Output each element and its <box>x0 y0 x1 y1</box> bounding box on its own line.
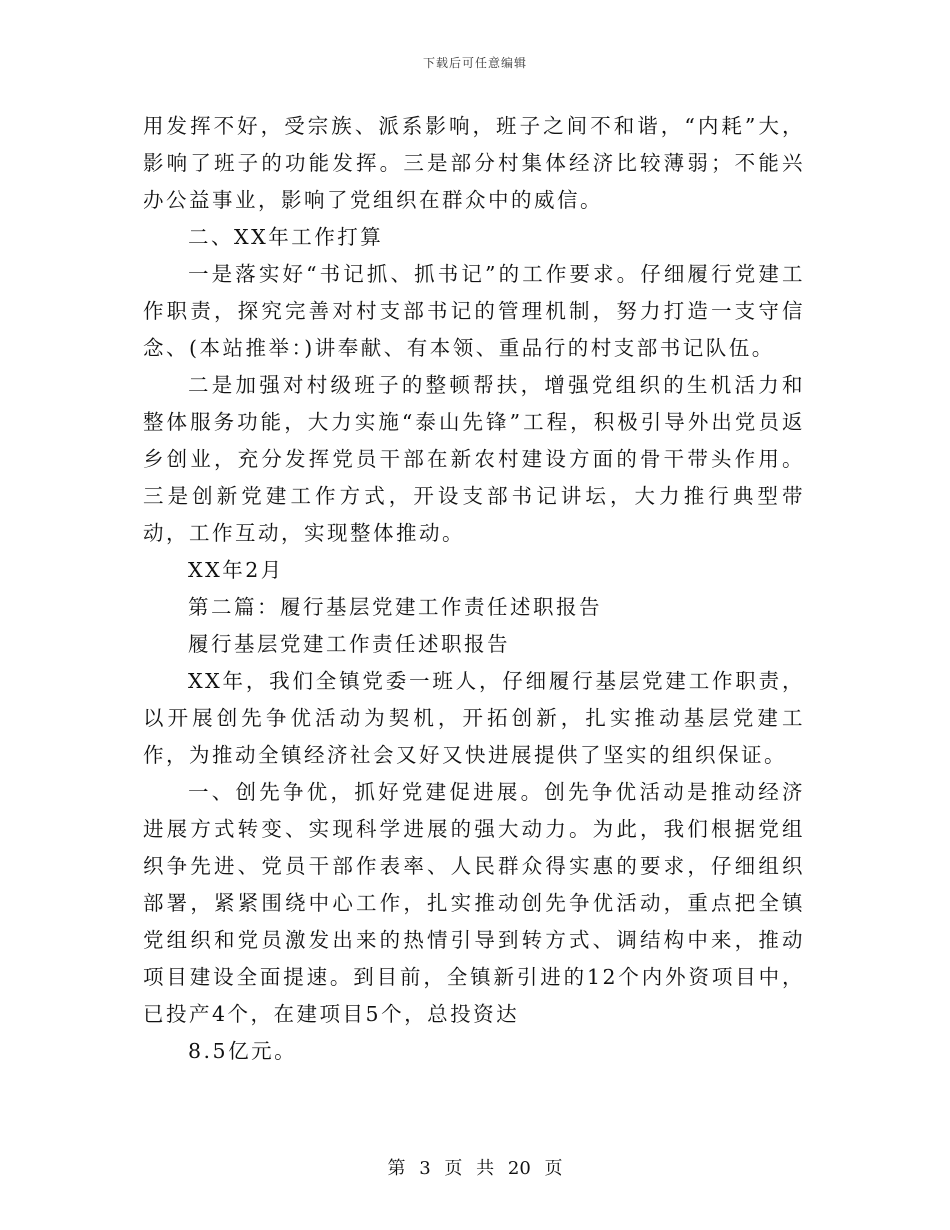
footer-page-label: 页 <box>444 1158 463 1179</box>
document-body <box>143 108 805 1070</box>
chapter-title: 第二篇：履行基层党建工作责任述职报告 <box>188 595 602 619</box>
footer-prefix: 第 <box>387 1158 406 1179</box>
report-title: 履行基层党建工作责任述职报告 <box>188 632 510 656</box>
paragraph: 二是加强对村级班子的整顿帮扶，增强党组织的生机活力和整体服务功能，大力实施“泰山先锋”工程，积极引导外出党员返乡创业，充分发挥党员干部在新农村建设方面的骨干带头作用。三是创新党建工作方式，开设支部书记讲坛，大力推行典型带动，工作互动，实现整体推动。 <box>143 373 805 545</box>
paragraph: 用发挥不好，受宗族、派系影响，班子之间不和谐，“内耗”大，影响了班子的功能发挥。三是部分村集体经济比较薄弱；不能兴办公益事业，影响了党组织在群众中的威信。 <box>143 114 805 212</box>
section-heading: 二、XX年工作打算 <box>188 225 384 249</box>
date-line: XX年2月 <box>188 558 284 582</box>
current-page-number: 3 <box>419 1158 431 1179</box>
total-pages-number: 20 <box>507 1158 531 1179</box>
footer-suffix: 页 <box>544 1158 563 1179</box>
header-note: 下载后可任意编辑 <box>422 56 527 70</box>
paragraph: XX年，我们全镇党委一班人，仔细履行基层党建工作职责，以开展创先争优活动为契机，开拓创新，扎实推动基层党建工作，为推动全镇经济社会又好又快进展提供了坚实的组织保证。 <box>143 669 805 767</box>
paragraph: 一是落实好“书记抓、抓书记”的工作要求。仔细履行党建工作职责，探究完善对村支部书记的管理机制，努力打造一支守信念、(本站推举：)讲奉献、有本领、重品行的村支部书记队伍。 <box>143 262 805 360</box>
paragraph: 8.5亿元。 <box>188 1039 298 1063</box>
footer-total-label: 共 <box>476 1158 495 1179</box>
page-footer <box>0 1154 950 1180</box>
paragraph: 一、创先争优，抓好党建促进展。创先争优活动是推动经济进展方式转变、实现科学进展的强大动力。为此，我们根据党组织争先进、党员干部作表率、人民群众得实惠的要求，仔细组织部署，紧紧围绕中心工作，扎实推动创先争优活动，重点把全镇党组织和党员激发出来的热情引导到转方式、调结构中来，推动项目建设全面提速。到目前，全镇新引进的12个内外资项目中，已投产4个，在建项目5个，总投资达 <box>143 780 805 1026</box>
